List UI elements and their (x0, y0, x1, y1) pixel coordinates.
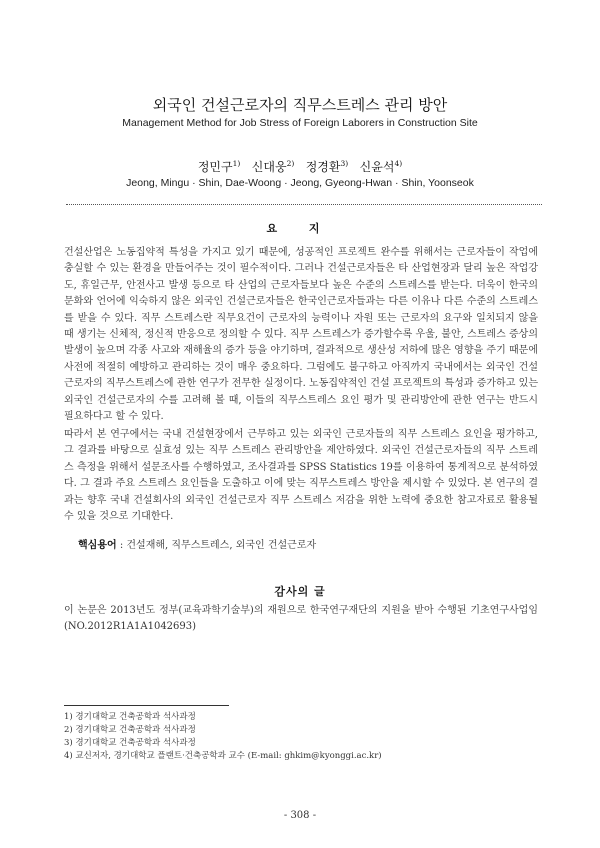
author-footnote-mark: 2) (286, 159, 295, 168)
keywords-label: 핵심용어 (78, 540, 117, 551)
footnotes (64, 711, 534, 763)
author-footnote-mark: 1) (232, 159, 241, 168)
author-name: 정경환 (305, 160, 341, 174)
author-list-english: Jeong, Mingu · Shin, Dae-Woong · Jeong, Gyeong-Hwan · Shin, Yoonseok (126, 177, 474, 189)
abstract-paragraph: 따라서 본 연구에서는 국내 건설현장에서 근무하고 있는 외국인 근로자들의 직무 스트레스 요인을 평가하고, 그 결과를 바탕으로 실효성 있는 직무 스트레스 관리방안을 제안하였다. 외국인 건설근로자들의 직무 스트레스 측정을 위해서 설문조사를 수행하였고, 조사결과를 SPSS Statistics 19를 이용하여 통계적으로 분석하였다. 그 결과 주요 스트레스 요인들을 도출하고 이에 맞는 직무스트레스 방안을 제시할 수 있었다. 본 연구의 결과는 향후 국내 건설회사의 외국인 건설근로자 직무 스트레스 저감을 위한 노력에 중요한 참고자료로 활용될 수 있을 것으로 기대한다. (64, 429, 538, 523)
footnote: 4) 교신저자, 경기대학교 플랜트·건축공학과 교수 (E-mail: ghkim@kyonggi.ac.kr) (64, 751, 382, 761)
acknowledgement-text: 이 논문은 2013년도 정부(교육과학기술부)의 재원으로 한국연구재단의 지원을 받아 수행된 기초연구사업임(NO.2012R1A1A1042693) (64, 605, 538, 633)
abstract-heading: 요 지 (266, 222, 334, 235)
abstract-paragraph: 건설산업은 노동집약적 특성을 가지고 있기 때문에, 성공적인 프로젝트 완수를 위해서는 근로자들이 작업에 충실할 수 있는 환경을 만들어주는 것이 필수적이다. 그러나 건설근로자들은 타 산업현장과 달리 높은 작업강도, 휴일근무, 안전사고 발생 등으로 타 산업의 근로자들보다 높은 수준의 스트레스를 받는다. 더욱이 한국의 문화와 언어에 익숙하지 않은 외국인 건설근로자들은 한국인근로자들과는 다른 이유나 다른 수준의 스트레스를 받을 수 있다. 직무 스트레스란 직무요건이 근로자의 능력이나 자원 또는 근로자의 요구와 일치되지 않을 때 생기는 신체적, 정신적 반응으로 정의할 수 있다. 직무 스트레스가 증가할수록 우울, 불안, 스트레스 증상의 발생이 높으며 각종 사고와 재해율의 증가 등을 야기하며, 결과적으로 생산성 저하에 많은 영향을 주기 때문에 사전에 적절히 예방하고 관리하는 것이 매우 중요하다. 그럼에도 불구하고 아직까지 국내에서는 외국인 건설근로자의 직무스트레스에 관한 연구가 전무한 실정이다. 노동집약적인 건설 프로젝트의 특성과 증가하고 있는 외국인 건설근로자의 수를 고려해 볼 때, 이들의 직무스트레스 요인 평가 및 관리방안에 관한 연구는 반드시 필요하다고 할 수 있다. (64, 247, 538, 423)
footnote: 3) 경기대학교 건축공학과 석사과정 (64, 738, 196, 748)
footnote: 1) 경기대학교 건축공학과 석사과정 (64, 712, 196, 722)
section-divider (66, 204, 542, 205)
keywords-text: 건설재해, 직무스트레스, 외국인 건설근로자 (126, 540, 317, 551)
acknowledgement-heading: 감사의 글 (274, 585, 326, 598)
paper-title-english: Management Method for Job Stress of Foreign Laborers in Construction Site (122, 117, 478, 129)
footnote-divider (64, 705, 229, 706)
paper-title-korean: 외국인 건설근로자의 직무스트레스 관리 방안 (152, 96, 448, 114)
author-name: 신대웅 (251, 160, 287, 174)
page-number: - 308 - (283, 810, 317, 821)
author-name: 정민구 (197, 160, 233, 174)
author-name: 신윤석 (359, 160, 395, 174)
keywords (78, 536, 538, 551)
author-list-korean (0, 158, 600, 175)
footnote: 2) 경기대학교 건축공학과 석사과정 (64, 725, 196, 735)
author-footnote-mark: 4) (394, 159, 403, 168)
keywords-separator: : (116, 540, 127, 551)
author-footnote-mark: 3) (340, 159, 349, 168)
